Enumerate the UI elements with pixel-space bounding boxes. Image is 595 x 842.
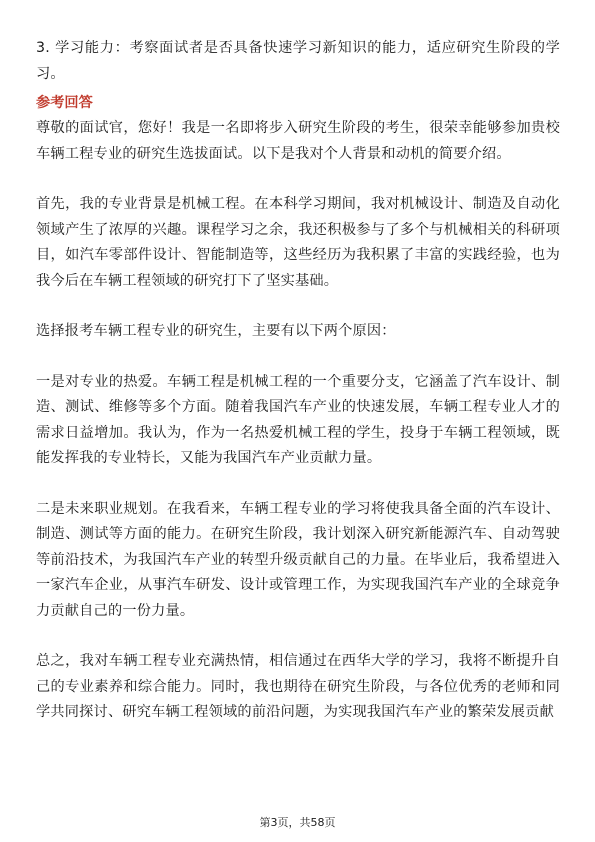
criteria-item-3: 3. 学习能力：考察面试者是否具备快速学习新知识的能力，适应研究生阶段的学习。: [36, 40, 560, 82]
paragraph-background: 首先，我的专业背景是机械工程。在本科学习期间，我对机械设计、制造及自动化领域产生了浓厚的兴趣。课程学习之余，我还积极参与了多个与机械相关的科研项目，如汽车零部件设计、智能制造等，这些经历为我积累了丰富的实践经验，也为我今后在车辆工程领域的研究打下了坚实基础。: [36, 196, 560, 289]
paragraph-greeting: 尊敬的面试官，您好！我是一名即将步入研究生阶段的考生，很荣幸能够参加贵校车辆工程专业的研究生选拔面试。以下是我对个人背景和动机的简要介绍。: [36, 120, 560, 162]
document-page: [36, 36, 560, 726]
paragraph-conclusion: 总之，我对车辆工程专业充满热情，相信通过在西华大学的学习，我将不断提升自己的专业素养和综合能力。同时，我也期待在研究生阶段，与各位优秀的老师和同学共同探讨、研究车辆工程领域的前沿问题，为实现我国汽车产业的繁荣发展贡献: [36, 653, 560, 720]
paragraph-reasons-intro: 选择报考车辆工程专业的研究生，主要有以下两个原因：: [36, 323, 396, 339]
page-footer: 第3页，共58页: [259, 816, 336, 829]
paragraph-reason-1: 一是对专业的热爱。车辆工程是机械工程的一个重要分支，它涵盖了汽车设计、制造、测试、维修等多个方面。随着我国汽车产业的快速发展，车辆工程专业人才的需求日益增加。我认为，作为一名热爱机械工程的学生，投身于车辆工程领域，既能发挥我的专业特长，又能为我国汽车产业贡献力量。: [36, 373, 560, 466]
paragraph-reason-2: 二是未来职业规划。在我看来，车辆工程专业的学习将使我具备全面的汽车设计、制造、测试等方面的能力。在研究生阶段，我计划深入研究新能源汽车、自动驾驶等前沿技术，为我国汽车产业的转型升级贡献自己的力量。在毕业后，我希望进入一家汽车企业，从事汽车研发、设计或管理工作，为实现我国汽车产业的全球竞争力贡献自己的一份力量。: [36, 500, 560, 619]
answer-heading: 参考回答: [36, 95, 93, 111]
